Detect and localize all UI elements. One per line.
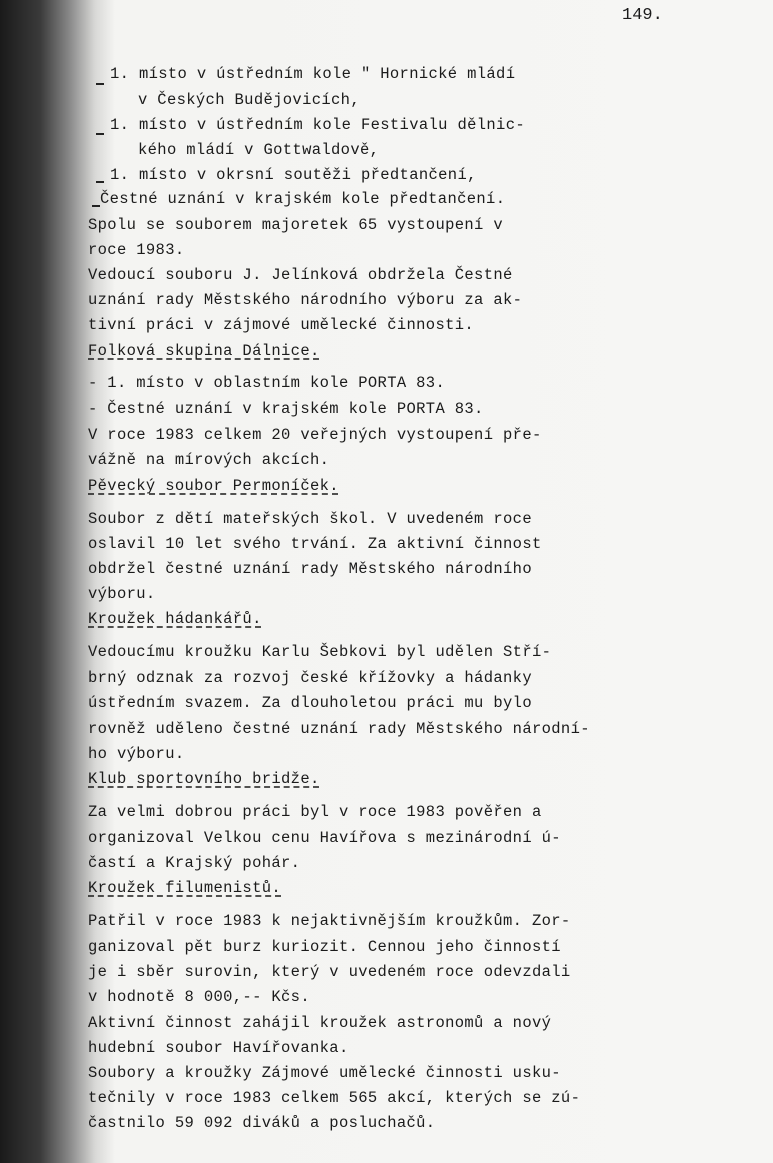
text-line: v Českých Budějovicích, [138,91,360,109]
text-line: Za velmi dobrou práci byl v roce 1983 pověřen a [88,803,542,821]
bullet-mark [92,205,100,207]
section-heading: Folková skupina Dálnice. [88,342,320,360]
section-heading: Kroužek hádankářů. [88,610,262,628]
text-line: oslavil 10 let svého trvání. Za aktivní činnost [88,535,542,553]
text-line: je i sběr surovin, který v uvedeném roce odevzdali [88,963,571,981]
text-line: tečnily v roce 1983 celkem 565 akcí, kterých se zú- [88,1089,581,1107]
text-line: hudební soubor Havířovanka. [88,1039,349,1057]
text-line: roce 1983. [88,241,185,259]
text-line: výboru. [88,585,156,603]
text-line: brný odznak za rozvoj české křížovky a hádanky [88,669,532,687]
text-line: 1. místo v ústředním kole Festivalu dělnic- [110,116,526,134]
text-line: častí a Krajský pohár. [88,854,301,872]
text-line: ústředním svazem. Za dlouholetou práci mu bylo [88,694,532,712]
text-line: tivní práci v zájmové umělecké činnosti. [88,316,475,334]
section-heading: Kroužek filumenistů. [88,879,282,897]
text-line: Soubor z dětí mateřských škol. V uvedeném roce [88,510,532,528]
section-heading: Pěvecký soubor Permoníček. [88,477,339,495]
text-line: organizoval Velkou cenu Havířova s mezinárodní ú- [88,829,561,847]
text-line: - Čestné uznání v krajském kole PORTA 83. [88,400,484,418]
text-line: obdržel čestné uznání rady Městského národního [88,560,532,578]
text-line: Vedoucímu kroužku Karlu Šebkovi byl udělen Stří- [88,643,552,661]
text-line: Soubory a kroužky Zájmové umělecké činnosti usku- [88,1064,561,1082]
bullet-mark [96,181,104,183]
text-line: Aktivní činnost zahájil kroužek astronomů a nový [88,1014,552,1032]
text-line: ho výboru. [88,745,185,763]
bullet-mark [96,83,104,85]
text-line: kého mládí v Gottwaldově, [138,141,380,159]
text-line: Patřil v roce 1983 k nejaktivnějším kroužkům. Zor- [88,912,571,930]
text-line: Vedoucí souboru J. Jelínková obdržela Čestné [88,266,513,284]
text-line: V roce 1983 celkem 20 veřejných vystoupení pře- [88,426,542,444]
text-line: - 1. místo v oblastním kole PORTA 83. [88,374,446,392]
text-line: rovněž uděleno čestné uznání rady Městského národní- [88,720,590,738]
section-heading: Klub sportovního bridže. [88,770,320,788]
page-number: 149. [622,6,663,25]
text-line: Spolu se souborem majoretek 65 vystoupení v [88,216,504,234]
text-line: ganizoval pět burz kuriozit. Cennou jeho činností [88,938,561,956]
text-line: 1. místo v okrsní soutěži předtančení, [110,166,477,184]
bullet-mark [96,133,104,135]
text-line: častnilo 59 092 diváků a posluchačů. [88,1114,436,1132]
text-line: 1. místo v ústředním kole " Hornické mládí [110,65,516,83]
text-line: uznání rady Městského národního výboru za ak- [88,291,523,309]
text-line: Čestné uznání v krajském kole předtančení. [100,190,506,208]
text-line: v hodnotě 8 000,-- Kčs. [88,988,310,1006]
text-line: vážně na mírových akcích. [88,451,330,469]
